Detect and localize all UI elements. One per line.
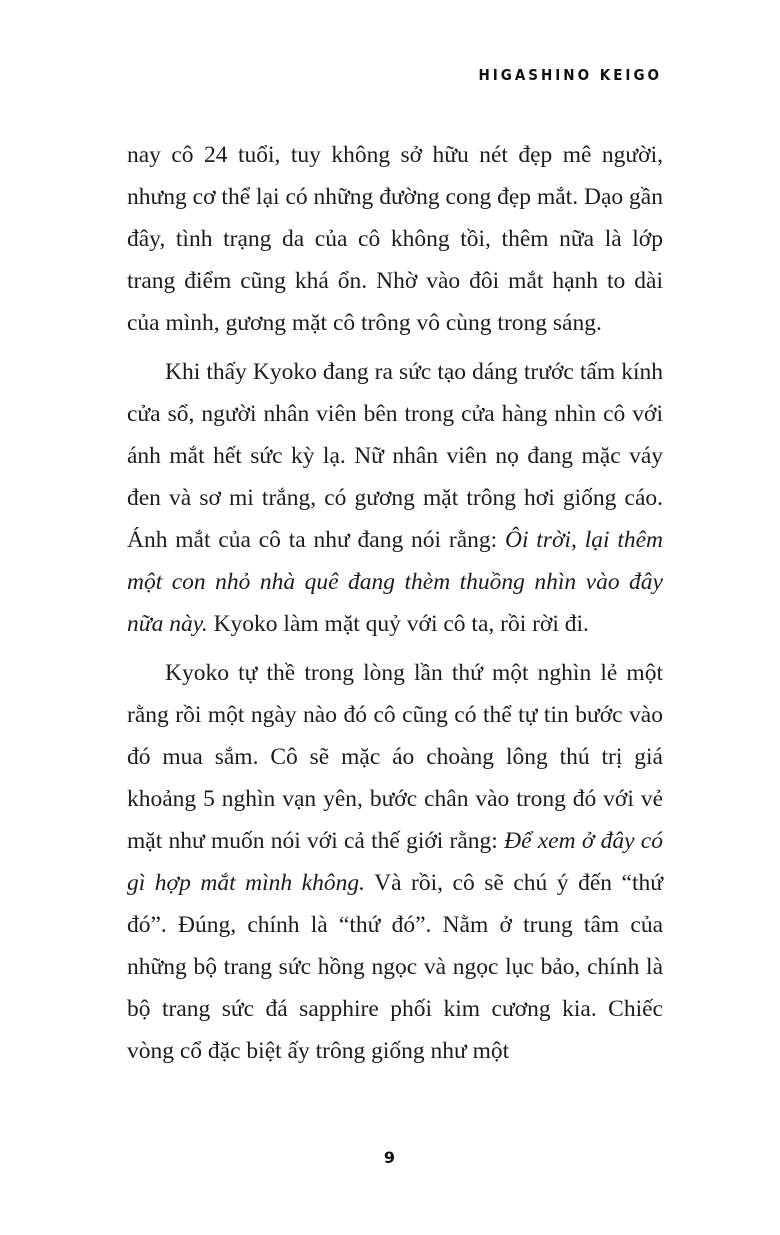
text-run: Kyoko làm mặt quỷ với cô ta, rồi rời đi. [207, 611, 589, 637]
text-run: Kyoko tự thề trong lòng lần thứ một nghìn lẻ một rằng rồi một ngày nào đó cô cũng có thể tự tin bước vào đó mua sắm. Cô sẽ mặc áo choàng lông thú trị giá khoảng 5 nghìn vạn yên, bước chân vào trong đó với vẻ mặt như muốn nói với cả thế giới rằng: [127, 660, 663, 854]
text-run: nay cô 24 tuổi, tuy không sở hữu nét đẹp mê người, nhưng cơ thể lại có những đường cong đẹp mắt. Dạo gần đây, tình trạng da của cô không tồi, thêm nữa là lớp trang điểm cũng khá ổn. Nhờ vào đôi mắt hạnh to dài của mình, gương mặt cô trông vô cùng trong sáng. [127, 142, 663, 336]
paragraph [127, 652, 663, 1072]
paragraph [127, 134, 663, 344]
text-run-italic: Để xem ở đây có gì hợp mắt mình không. [127, 828, 663, 896]
page-number: 9 [383, 1148, 397, 1167]
paragraph [127, 351, 663, 645]
body-text [127, 134, 663, 1079]
text-run: Và rồi, cô sẽ chú ý đến “thứ đó”. Đúng, chính là “thứ đó”. Nằm ở trung tâm của những bộ trang sức hồng ngọc và ngọc lục bảo, chính là bộ trang sức đá sapphire phối kim cương kia. Chiếc vòng cổ đặc biệt ấy trông giống như một [127, 870, 663, 1064]
text-run-italic: Ôi trời, lại thêm một con nhỏ nhà quê đang thèm thuồng nhìn vào đây nữa này. [127, 527, 663, 637]
text-run: Khi thấy Kyoko đang ra sức tạo dáng trước tấm kính cửa sổ, người nhân viên bên trong cửa hàng nhìn cô với ánh mắt hết sức kỳ lạ. Nữ nhân viên nọ đang mặc váy đen và sơ mi trắng, có gương mặt trông hơi giống cáo. Ánh mắt của cô ta như đang nói rằng: [127, 359, 663, 553]
running-header-author: HIGASHINO KEIGO [478, 66, 662, 84]
